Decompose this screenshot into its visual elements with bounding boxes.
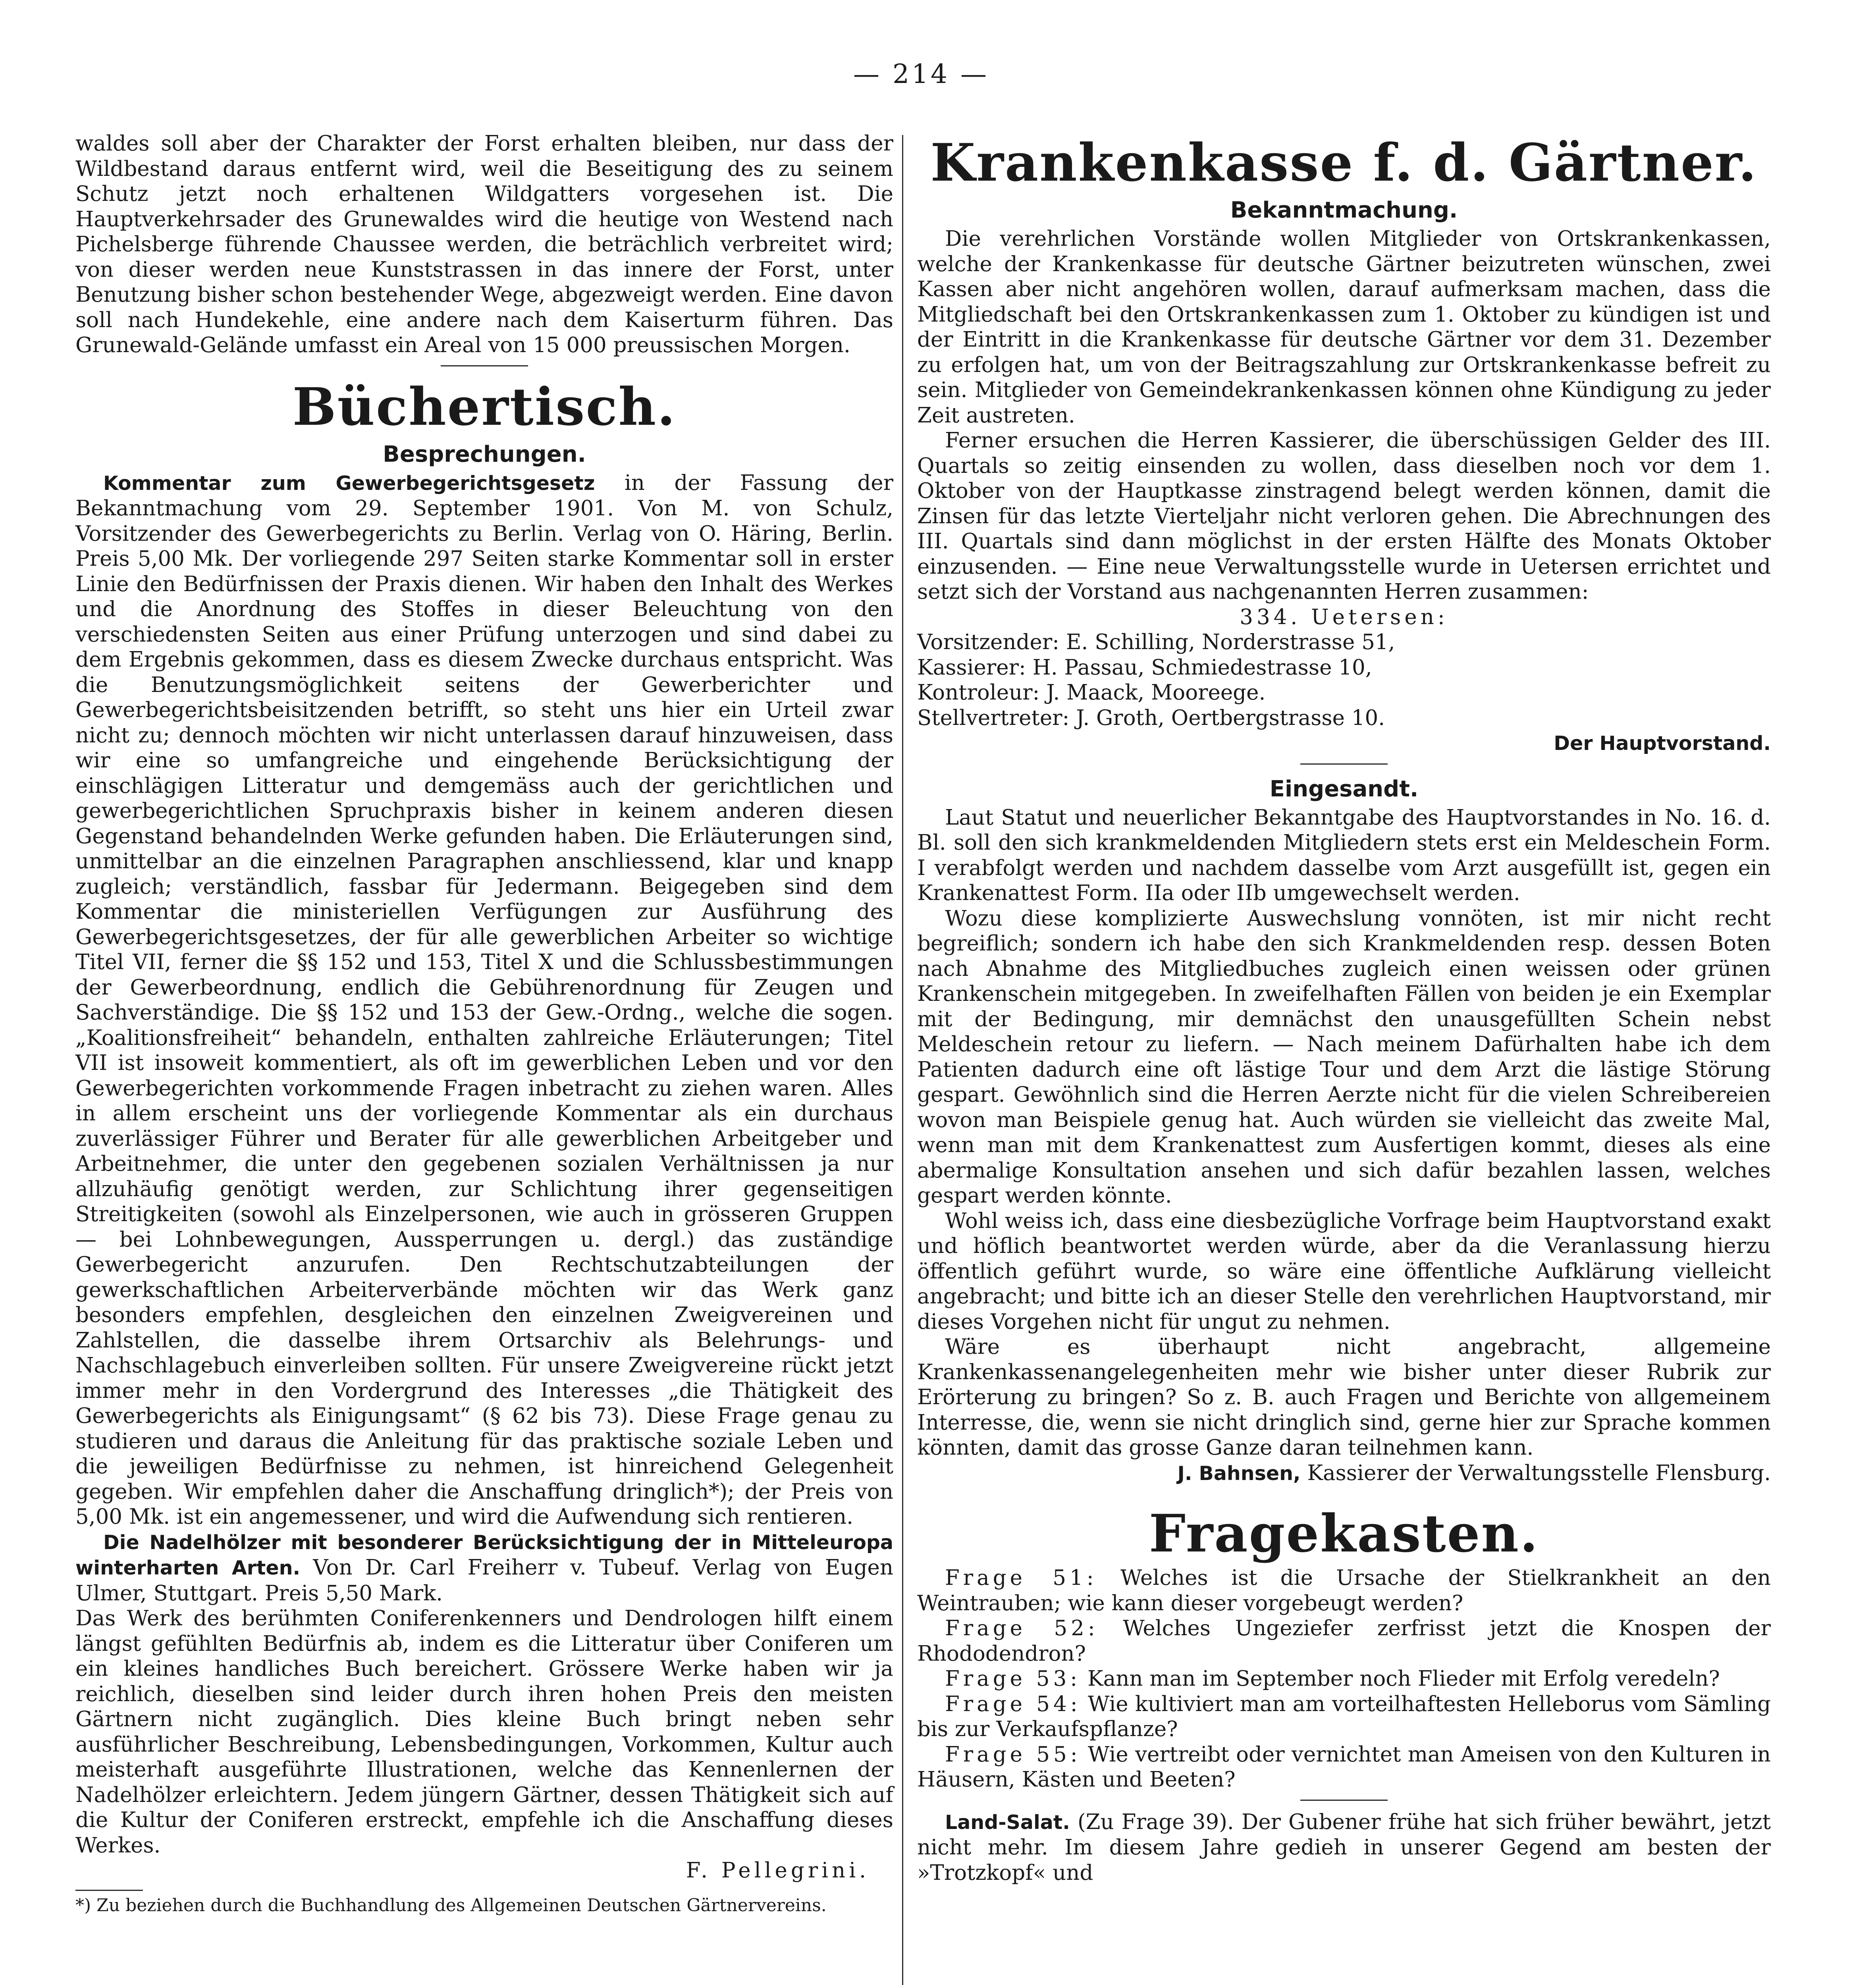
section-title-buechertisch: Büchertisch.	[292, 376, 677, 437]
page-number: — 214 —	[853, 59, 989, 89]
question-text: Wie vertreibt oder vernichtet man Ameisen von den Kulturen in Häusern, Kästen und Beeten?	[917, 1742, 1771, 1792]
question-label: Frage 53:	[945, 1667, 1081, 1691]
footnote: *) Zu beziehen durch die Buchhandlung des Allgemeinen Deutschen Gärtnervereins.	[75, 1895, 827, 1916]
review-nadelhoelzer-body: Das Werk des berühmten Coniferenkenners und Dendrologen hilft einem längst gefühlten Bedürfnis ab, indem es die Litteratur über Coniferen um ein kleines handliches Buch bereichert. Grössere Werke haben wir ja reichlich, dieselben sind leider durch ihren hohen Preis den meisten Gärtnern nicht zugänglich. Dies kleine Buch bringt neben sehr ausführlicher Beschreibung, Lebensbedingungen, Vorkommen, Kultur auch meisterhaft ausgeführte Illustrationen, welche das Kennenlernen der Nadelhölzer erleichtern. Jedem jüngern Gärtner, dessen Thätigkeit sich auf die Kultur der Coniferen erstreckt, empfehle ich die Anschaffung dieses Werkes.	[75, 1606, 893, 1858]
question-item	[917, 1565, 1771, 1616]
question-item	[917, 1666, 1771, 1692]
section-title-fragekasten: Fragekasten.	[1149, 1503, 1539, 1564]
letter-title: Eingesandt.	[1269, 776, 1419, 802]
review-kommentar	[75, 470, 893, 1530]
grunewald-paragraph: waldes soll aber der Charakter der Forst erhalten bleiben, nur dass der Wildbestand daraus entfernt wird, weil die Beseitigung des zu seinem Schutz jetzt noch erhaltenen Wildgatters vorgesehen ist. Die Hauptverkehrsader des Grunewaldes wird die heutige von Westend nach Pichelsberge führende Chaussee werden, die beträchlich verbreitet wird; von dieser werden neue Kunststrassen in das innere der Forst, unter Benutzung bisher schon bestehender Wege, abgezweigt werden. Eine davon soll nach Hundekehle, eine andere nach dem Kaiserturm führen. Das Grunewald-Gelände umfasst ein Areal von 15 000 preussischen Morgen.	[75, 131, 893, 357]
answer-title: Land-Salat.	[945, 1811, 1070, 1834]
question-text: Kann man im September noch Flieder mit Erfolg veredeln?	[1081, 1667, 1720, 1691]
question-item	[917, 1616, 1771, 1666]
review-signature: F. Pellegrini.	[686, 1858, 870, 1883]
question-item	[917, 1692, 1771, 1742]
letter-paragraph-2: Wozu diese komplizierte Auswechslung vonnöten, ist mir nicht recht begreiflich; sondern ich habe den sich Krankmeldenden resp. dessen Boten nach Abnahme des Mitgliedbuches zugleich einen weissen oder grünen Krankenschein mitgegeben. In zweifelhaften Fällen von beiden je ein Exemplar mit der Bedingung, mir demnächst den unausgefüllten Schein nebst Meldeschein retour zu liefern. — Nach meinem Dafürhalten habe ich dem Patienten dadurch eine oft lästige Tour und dem Arzt die lästige Störung gespart. Gewöhnlich sind die Herren Aerzte nicht für die vielen Schreibereien wovon man Beispiele genug hat. Auch würden sie vielleicht das zweite Mal, wenn man mit dem Krankenattest zum Ausfertigen kommt, dieses als eine abermalige Konsultation ansehen und sich dafür bezahlen lassen, welches gespart werden könnte.	[917, 906, 1771, 1208]
review-nadelhoelzer-title: Die Nadelhölzer mit besonderer Berücksichtigung der in Mitteleuropa winterharten Arten.	[75, 1531, 893, 1579]
question-label: Frage 54:	[945, 1692, 1081, 1716]
letter-signature-name: J. Bahnsen,	[1177, 1462, 1301, 1485]
question-text: Welches Ungeziefer zerfrisst jetzt die Knospen der Rhododendron?	[917, 1616, 1771, 1666]
section-title-krankenkasse: Krankenkasse f. d. Gärtner.	[930, 132, 1758, 193]
question-label: Frage 51:	[945, 1566, 1097, 1590]
letter-signature-role: Kassierer der Verwaltungsstelle Flensburg.	[1300, 1461, 1771, 1485]
announcement-paragraph-2: Ferner ersuchen die Herren Kassierer, die überschüssigen Gelder des III. Quartals so zeitig einsenden zu wollen, dass dieselben noch vor dem 1. Oktober von der Hauptkasse zinstragend belegt werden können, damit die Zinsen für das letzte Vierteljahr nicht verloren gehen. Die Abrechnungen des III. Quartals sind dann möglichst in der ersten Hälfte des Monats Oktober einzusenden. — Eine neue Verwaltungsstelle wurde in Uetersen errichtet und setzt sich der Vorstand aus nachgenannten Herren zusammen:	[917, 428, 1771, 604]
column-divider	[902, 135, 903, 1985]
letter-paragraph-1: Laut Statut und neuerlicher Bekanntgabe des Hauptvorstandes in No. 16. d. Bl. soll den sich krankmeldenden Mitgliedern stets erst ein Meldeschein Form. I verabfolgt werden und nachdem dasselbe vom Arzt ausgefüllt ist, gegen ein Krankenattest Form. IIa oder IIb umgewechselt werden.	[917, 805, 1771, 905]
separator-rule	[441, 365, 528, 366]
separator-rule	[1300, 763, 1388, 765]
announcement-signature: Der Hauptvorstand.	[1554, 732, 1771, 755]
left-column	[75, 131, 893, 1916]
letter-paragraph-4: Wäre es überhaupt nicht angebracht, allgemeine Krankenkassenangelegenheiten mehr wie bisher unter dieser Rubrik zur Erörterung zu bringen? So z. B. auch Fragen und Berichte von allgemeinem Interresse, die, wenn sie nicht dringlich sind, gerne hier zur Sprache kommen könnten, damit das grosse Ganze daran teilnehmen kann.	[917, 1335, 1771, 1460]
answer-land-salat	[917, 1810, 1771, 1886]
right-column	[917, 131, 1771, 1885]
announcement-paragraph-1: Die verehrlichen Vorstände wollen Mitglieder von Ortskrankenkassen, welche der Krankenkasse für deutsche Gärtner beizutreten wünschen, zwei Kassen aber nicht angehören wollen, darauf aufmerksam machen, dass die Mitgliedschaft bei den Ortskrankenkassen zum 1. Oktober zu kündigen ist und der Eintritt in die Krankenkasse für deutsche Gärtner vor dem 31. Dezember zu erfolgen hat, um von der Beitragszahlung zur Ortskrankenkasse befreit zu sein. Mitglieder von Gemeindekrankenkassen können ohne Kündigung zu jeder Zeit austreten.	[917, 227, 1771, 428]
section-subtitle-besprechungen: Besprechungen.	[383, 441, 586, 467]
officer-line: Kontroleur: J. Maack, Mooreege.	[917, 680, 1266, 705]
letter-paragraph-3: Wohl weiss ich, dass eine diesbezügliche Vorfrage beim Hauptvorstand exakt und höflich beantwortet werden würde, aber da die Veranlassung hierzu öffentlich geführt wurde, so wäre eine öffentliche Aufklärung vielleicht angebracht; und bitte ich an dieser Stelle den verehrlichen Hauptvorstand, mir dieses Vorgehen nicht für ungut zu nehmen.	[917, 1208, 1771, 1334]
review-kommentar-text: in der Fassung der Bekanntmachung vom 29. September 1901. Von M. von Schulz, Vorsitzender des Gewerbegerichts zu Berlin. Verlag von O. Häring, Berlin. Preis 5,00 Mk. Der vorliegende 297 Seiten starke Kommentar soll in erster Linie den Bedürfnissen der Praxis dienen. Wir haben den Inhalt des Werkes und die Anordnung des Stoffes in dieser Beleuchtung von den verschiedensten Seiten aus einer Prüfung unterzogen und sind dabei zu dem Ergebnis gekommen, dass es diesem Zwecke durchaus entspricht. Was die Benutzungsmöglichkeit seitens der Gewerberichter und Gewerbegerichtsbeisitzenden betrifft, so steht uns hier ein Urteil zwar nicht zu; dennoch möchten wir nicht unterlassen darauf hinzuweisen, dass wir eine so umfangreiche und eingehende Berücksichtigung der einschlägigen Litteratur und demgemäss auch der gerichtlichen und gewerbegerichtlichen Spruchpraxis bisher in keinem anderen diesen Gegenstand behandelnden Werke gefunden haben. Die Erläuterungen sind, unmittelbar an die einzelnen Paragraphen anschliessend, klar und knapp zugleich; verständlich, fassbar für Jedermann. Beigegeben sind dem Kommentar die ministeriellen Verfügungen zur Ausführung des Gewerbegerichtsgesetzes, der für alle gewerblichen Arbeiter so wichtige Titel VII, ferner die §§ 152 und 153, Titel X und die Schlussbestimmungen der Gewerbeordnung, endlich die Gebührenordnung für Zeugen und Sachverständige. Die §§ 152 und 153 der Gew.-Ordng., welche die sogen. „Koalitionsfreiheit“ behandeln, enthalten zahlreiche Erläuterungen; Titel VII ist insoweit kommentiert, als oft im gewerblichen Leben und vor den Gewerbegerichten vorkommende Fragen inbetracht zu ziehen waren. Alles in allem erscheint uns der vorliegende Kommentar als ein durchaus zuverlässiger Führer und Berater für alle gewerblichen Arbeitgeber und Arbeitnehmer, die unter den gegebenen sozialen Verhältnissen ja nur allzuhäufig genötigt werden, zur Schlichtung ihrer gegenseitigen Streitigkeiten (sowohl als Einzelpersonen, wie auch in grösseren Gruppen — bei Lohnbewegungen, Aussperrungen u. dergl.) das zuständige Gewerbegericht anzurufen. Den Rechtschutzabteilungen der gewerkschaftlichen Arbeiterverbände möchten wir das Werk ganz besonders empfehlen, desgleichen den einzelnen Zweigvereinen und Zahlstellen, die dasselbe ihrem Ortsarchiv als Belehrungs- und Nachschlagebuch einverleiben sollten. Für unsere Zweigvereine rückt jetzt immer mehr in den Vordergrund des Interesses „die Thätigkeit des Gewerbegerichts als Einigungsamt“ (§ 62 bis 73). Diese Frage genau zu studieren und daraus die Anleitung für das praktische soziale Leben und die jeweiligen Bedürfnisse zu nehmen, ist hinreichend Gelegenheit gegeben. Wir empfehlen daher die Anschaffung dringlich*); der Preis von 5,00 Mk. ist ein angemessener, und wird die Aufwendung sich rentieren.	[75, 470, 893, 1529]
footnote-rule	[75, 1890, 143, 1891]
review-nadelhoelzer-meta: Von Dr. Carl Freiherr v. Tubeuf. Verlag von Eugen Ulmer, Stuttgart. Preis 5,50 Mark.	[75, 1555, 893, 1605]
question-item	[917, 1742, 1771, 1792]
officer-line: Vorsitzender: E. Schilling, Norderstrasse 51,	[917, 630, 1395, 654]
separator-rule	[1300, 1800, 1388, 1801]
letter-signature	[917, 1461, 1771, 1486]
answer-text: (Zu Frage 39). Der Gubener frühe hat sich früher bewährt, jetzt nicht mehr. Im diesem Jahre gedieh in unserer Gegend am besten der »Trotzkopf« und	[917, 1810, 1771, 1885]
question-text: Welches ist die Ursache der Stielkrankheit an den Weintrauben; wie kann dieser vorgebeugt werden?	[917, 1566, 1771, 1615]
question-label: Frage 55:	[945, 1742, 1081, 1767]
officer-line: Kassierer: H. Passau, Schmiedestrasse 10,	[917, 655, 1372, 680]
review-kommentar-title: Kommentar zum Gewerbegerichtsgesetz	[103, 472, 595, 495]
announcement-title: Bekanntmachung.	[1230, 197, 1458, 223]
officer-line: Stellvertreter: J. Groth, Oertbergstrasse 10.	[917, 705, 1385, 730]
review-nadelhoelzer	[75, 1530, 893, 1606]
station-heading: 334. Uetersen:	[1240, 605, 1448, 629]
question-label: Frage 52:	[945, 1616, 1099, 1640]
question-text: Wie kultiviert man am vorteilhaftesten Helleborus vom Sämling bis zur Verkaufspflanze?	[917, 1692, 1771, 1741]
